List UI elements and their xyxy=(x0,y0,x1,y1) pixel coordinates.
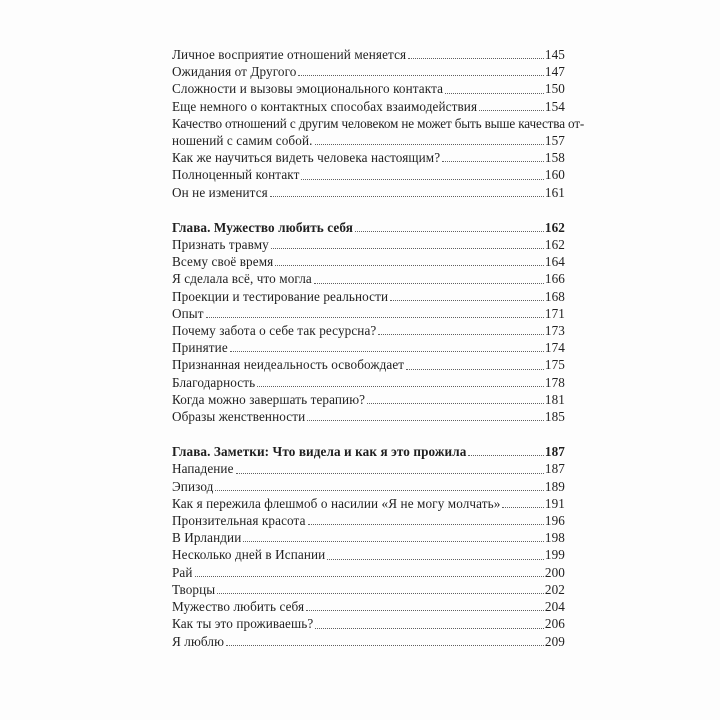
toc-entry xyxy=(172,46,565,63)
toc-entry-label: Эпизод xyxy=(172,478,214,494)
toc-entry-label: Личное восприятие отношений меняется xyxy=(172,47,407,62)
dotted-leader xyxy=(390,300,544,301)
toc-entry-page: 174 xyxy=(544,340,565,356)
dotted-leader xyxy=(301,179,543,180)
dotted-leader xyxy=(327,559,544,560)
toc-entry-page: 164 xyxy=(544,254,565,270)
toc-entry-label: Я люблю xyxy=(172,633,225,649)
toc-entry-label: Почему забота о себе так ресурсна? xyxy=(172,323,377,339)
dotted-leader xyxy=(243,541,544,542)
toc-entry xyxy=(172,391,565,408)
dotted-leader xyxy=(378,334,544,335)
toc-entry xyxy=(172,460,565,477)
toc-entry-label: Всему своё время xyxy=(172,254,274,270)
toc-entry-label-line1: Качество отношений с другим человеком не может быть выше качества от- xyxy=(172,115,585,131)
toc-entry xyxy=(172,374,565,391)
dotted-leader xyxy=(406,369,544,370)
toc-entry-label: Пронзительная красота xyxy=(172,513,306,529)
toc-entry xyxy=(172,219,565,236)
toc-entry-page: 185 xyxy=(544,409,565,425)
toc-entry xyxy=(172,512,565,529)
toc-entry-page: 209 xyxy=(544,633,565,649)
toc-entry-label: Благодарность xyxy=(172,374,256,390)
toc-entry-label: Еще немного о контактных способах взаимодействия xyxy=(172,98,478,114)
toc-entry-label-line2: ношений с самим собой. xyxy=(172,133,313,149)
dotted-leader xyxy=(230,351,544,352)
dotted-leader xyxy=(195,576,544,577)
toc-entry-page: 178 xyxy=(544,374,565,390)
dotted-leader xyxy=(442,161,544,162)
toc-list xyxy=(172,46,585,650)
toc-entry-page: 206 xyxy=(544,616,565,632)
toc-entry-label: Принятие xyxy=(172,340,228,356)
toc-entry-page: 145 xyxy=(544,47,565,62)
toc-entry-label: Нападение xyxy=(172,461,234,477)
toc-entry-label: Мужество любить себя xyxy=(172,599,305,615)
toc-entry-label: Рай xyxy=(172,564,193,580)
toc-entry-page: 181 xyxy=(544,391,565,407)
toc-entry-label: Я сделала всё, что могла xyxy=(172,271,312,287)
toc-entry-continuation xyxy=(172,132,565,149)
toc-entry xyxy=(172,633,565,650)
toc-entry-page: 162 xyxy=(544,219,565,235)
toc-entry-label: Полноценный контакт xyxy=(172,167,300,183)
toc-entry xyxy=(172,546,565,563)
dotted-leader xyxy=(502,507,543,508)
toc-entry xyxy=(172,288,565,305)
toc-entry-page: 168 xyxy=(544,288,565,304)
toc-entry-label: Как же научиться видеть человека настоящим? xyxy=(172,150,441,166)
toc-entry-page: 171 xyxy=(544,305,565,321)
toc-entry-page: 158 xyxy=(544,150,565,166)
toc-entry-label: Проекции и тестирование реальности xyxy=(172,288,389,304)
toc-entry xyxy=(172,495,565,512)
toc-entry-label: Глава. Мужество любить себя xyxy=(172,219,353,235)
toc-entry xyxy=(172,270,565,287)
toc-entry xyxy=(172,184,565,201)
toc-entry-page: 204 xyxy=(544,599,565,615)
toc-entry xyxy=(172,80,565,97)
toc-entry-label: В Ирландии xyxy=(172,530,242,546)
toc-entry-label: Опыт xyxy=(172,305,204,321)
toc-entry-page: 187 xyxy=(544,444,565,460)
toc-entry-page: 173 xyxy=(544,323,565,339)
toc-entry xyxy=(172,598,565,615)
toc-entry-label: Образы женственности xyxy=(172,409,306,425)
toc-entry-page: 162 xyxy=(544,237,565,253)
dotted-leader xyxy=(275,265,544,266)
toc-entry-label: Ожидания от Другого xyxy=(172,64,297,80)
toc-entry-label: Как я пережила флешмоб о насилии «Я не могу молчать» xyxy=(172,495,501,511)
dotted-leader xyxy=(257,386,544,387)
dotted-leader xyxy=(270,196,544,197)
dotted-leader xyxy=(315,628,544,629)
dotted-leader xyxy=(315,144,544,145)
toc-entry-page: 161 xyxy=(544,184,565,200)
dotted-leader xyxy=(236,473,544,474)
toc-entry xyxy=(172,564,565,581)
toc-entry-multiline xyxy=(172,115,585,149)
toc-entry-label: Глава. Заметки: Что видела и как я это прожила xyxy=(172,444,467,460)
dotted-leader xyxy=(408,58,544,59)
toc-entry xyxy=(172,615,565,632)
toc-entry xyxy=(172,322,565,339)
toc-entry-page: 196 xyxy=(544,513,565,529)
toc-entry-page: 147 xyxy=(544,64,565,80)
toc-entry-page: 198 xyxy=(544,530,565,546)
toc-entry xyxy=(172,63,565,80)
toc-entry-label: Творцы xyxy=(172,581,216,597)
dotted-leader xyxy=(445,93,544,94)
toc-entry-page: 175 xyxy=(544,357,565,373)
dotted-leader xyxy=(367,403,544,404)
toc-entry-page: 187 xyxy=(544,461,565,477)
dotted-leader xyxy=(355,231,544,232)
toc-entry-page: 166 xyxy=(544,271,565,287)
toc-entry xyxy=(172,253,565,270)
toc-entry-page: 199 xyxy=(544,547,565,563)
dotted-leader xyxy=(468,455,543,456)
dotted-leader xyxy=(306,610,544,611)
toc-entry-page: 200 xyxy=(544,564,565,580)
toc-entry-label: Признанная неидеальность освобождает xyxy=(172,357,405,373)
toc-entry-label: Когда можно завершать терапию? xyxy=(172,391,366,407)
dotted-leader xyxy=(308,524,544,525)
toc-entry xyxy=(172,339,565,356)
toc-entry xyxy=(172,581,565,598)
toc-entry-page: 160 xyxy=(544,167,565,183)
dotted-leader xyxy=(307,420,544,421)
dotted-leader xyxy=(479,110,544,111)
toc-entry-label: Сложности и вызовы эмоционального контакта xyxy=(172,81,444,97)
toc-entry xyxy=(172,166,565,183)
dotted-leader xyxy=(298,75,543,76)
toc-entry xyxy=(172,149,565,166)
dotted-leader xyxy=(217,593,544,594)
toc-entry-label: Несколько дней в Испании xyxy=(172,547,326,563)
toc-entry xyxy=(172,98,565,115)
dotted-leader xyxy=(215,490,543,491)
toc-entry-label: Признать травму xyxy=(172,237,269,253)
toc-entry-page: 191 xyxy=(544,495,565,511)
dotted-leader xyxy=(206,317,544,318)
toc-entry xyxy=(172,443,565,460)
toc-entry xyxy=(172,356,565,373)
dotted-leader xyxy=(271,248,544,249)
toc-entry xyxy=(172,236,565,253)
dotted-leader xyxy=(314,283,544,284)
toc-entry-page: 189 xyxy=(544,478,565,494)
toc-entry-page: 157 xyxy=(544,133,565,149)
toc-entry-label: Он не изменится xyxy=(172,184,268,200)
toc-entry-page: 150 xyxy=(544,81,565,97)
dotted-leader xyxy=(226,645,544,646)
toc-entry xyxy=(172,305,565,322)
toc-entry-page: 202 xyxy=(544,581,565,597)
toc-entry xyxy=(172,408,565,425)
toc-entry xyxy=(172,478,565,495)
toc-entry-label: Как ты это проживаешь? xyxy=(172,616,314,632)
toc-entry xyxy=(172,529,565,546)
toc-entry-page: 154 xyxy=(544,98,565,114)
